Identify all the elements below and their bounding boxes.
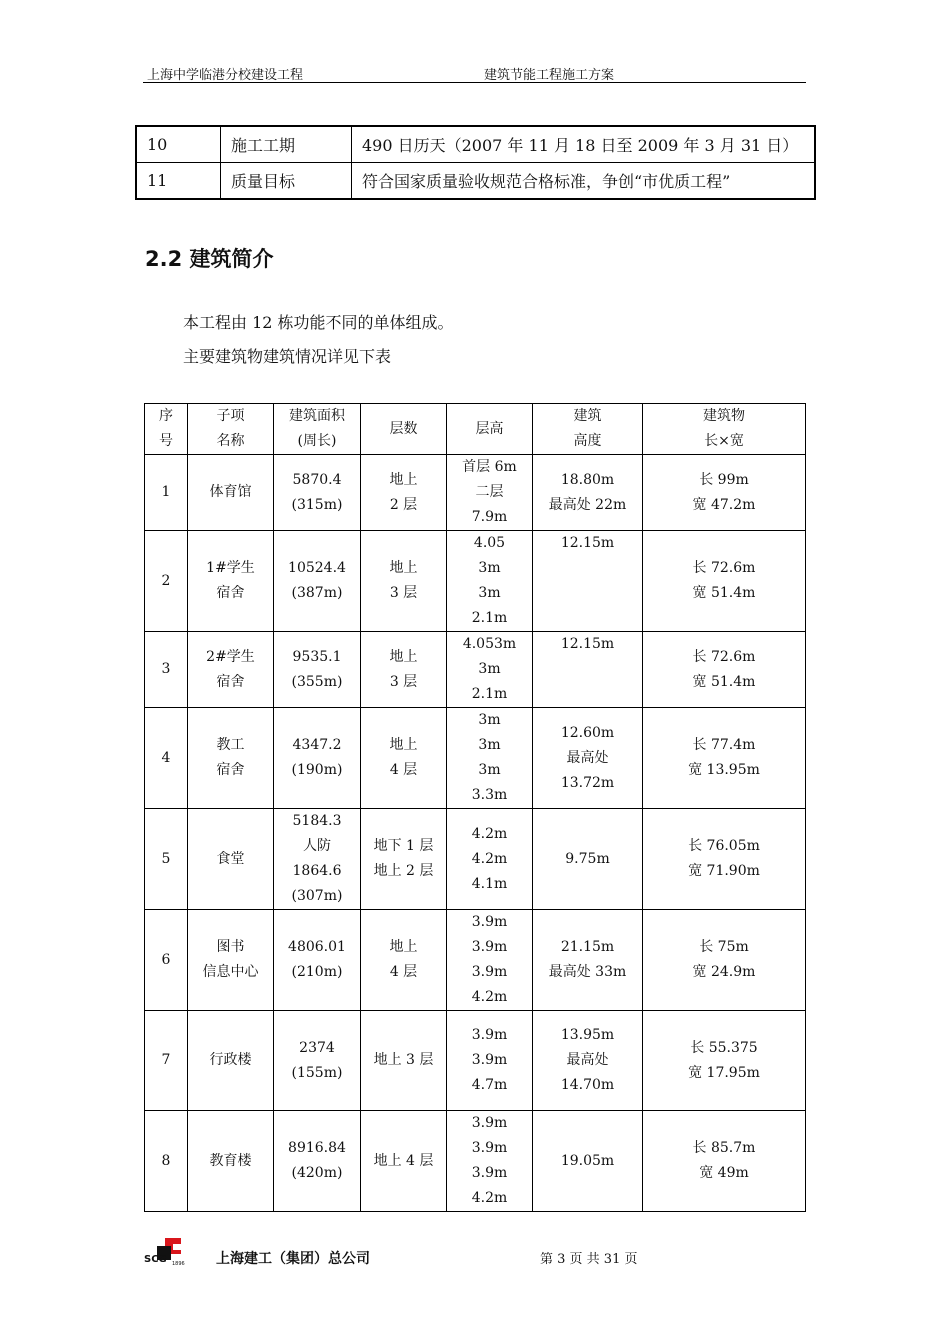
table-row (136, 126, 815, 163)
cell-floors (361, 1011, 447, 1111)
cell-dimensions (643, 1011, 806, 1111)
cell-line: 高度 (573, 433, 602, 449)
cell-line: 长×宽 (704, 433, 744, 449)
cell-line: 9535.1 (292, 648, 342, 665)
cell-name (188, 708, 274, 809)
cell-no (145, 455, 188, 531)
cell-line: 2 层 (389, 496, 418, 513)
cell-no (145, 809, 188, 910)
cell-line: 宽 51.4m (692, 585, 756, 601)
column-header (361, 404, 447, 455)
cell-floor-height (447, 1011, 533, 1111)
cell-name (188, 531, 274, 632)
cell-line: 首层 6m (462, 459, 517, 475)
cell-line: 教育楼 (209, 1152, 252, 1169)
cell-name (188, 1111, 274, 1212)
cell-dimensions (643, 632, 806, 708)
cell-dimensions (643, 910, 806, 1011)
table-intro-paragraph: 主要建筑物建筑情况详见下表 (183, 347, 392, 366)
cell-line: 名称 (216, 433, 245, 449)
cell-no (145, 1011, 188, 1111)
cell-building-height (533, 1111, 643, 1212)
cell-line: 3.9m (471, 914, 508, 930)
cell-building-height (533, 632, 643, 708)
cell-dimensions (643, 455, 806, 531)
cell-line: 13.72m (560, 774, 615, 791)
cell-line: 序 (159, 408, 173, 424)
cell-line: 3m (478, 762, 501, 778)
cell-name (188, 455, 274, 531)
cell-line: 3 层 (389, 673, 418, 690)
cell-line: 12.15m (560, 535, 615, 551)
cell-line: 6 (161, 951, 171, 968)
cell-line: 12.60m (560, 724, 615, 741)
info-no: 10 (136, 126, 221, 163)
cell-line: (210m) (291, 964, 343, 980)
column-header (533, 404, 643, 455)
cell-area (274, 531, 361, 632)
cell-dimensions (643, 1111, 806, 1212)
cell-line: 建筑 (573, 408, 602, 424)
cell-line: 层数 (389, 420, 418, 437)
cell-floors (361, 632, 447, 708)
cell-line: 长 72.6m (692, 560, 756, 576)
cell-line: 7.9m (471, 509, 508, 525)
cell-line: 长 72.6m (692, 648, 756, 665)
table-row (136, 163, 815, 200)
cell-floors (361, 708, 447, 809)
cell-line: 建筑面积 (289, 408, 345, 424)
cell-line: 3 层 (389, 585, 418, 601)
cell-floors (361, 1111, 447, 1212)
cell-line: 地上 (389, 471, 418, 488)
cell-line: 长 99m (699, 471, 749, 488)
footer-company: 上海建工（集团）总公司 (216, 1251, 370, 1267)
cell-line: 4.053m (462, 636, 517, 652)
cell-line: 长 77.4m (692, 737, 756, 753)
cell-line: 长 76.05m (688, 838, 760, 854)
table-row (145, 910, 806, 1011)
cell-building-height (533, 455, 643, 531)
cell-line: 3 (161, 661, 171, 677)
cell-building-height (533, 809, 643, 910)
header-rule (143, 82, 806, 83)
cell-line: 7 (161, 1052, 171, 1068)
column-header (447, 404, 533, 455)
table-row (145, 1011, 806, 1111)
cell-area (274, 1111, 361, 1212)
cell-line: 8916.84 (288, 1140, 346, 1156)
cell-line: 4 层 (389, 964, 418, 980)
cell-line: 3m (478, 661, 501, 677)
cell-line: 4.2m (471, 825, 508, 842)
cell-floors (361, 809, 447, 910)
cell-line: 13.95m (560, 1027, 615, 1043)
logo-year: 1896 (172, 1261, 185, 1267)
cell-line: 4.2m (471, 850, 508, 867)
column-header (145, 404, 188, 455)
cell-floor-height (447, 809, 533, 910)
cell-line: 子项 (216, 408, 245, 424)
company-logo (143, 1236, 183, 1266)
cell-line: 3m (478, 737, 501, 753)
table-row (145, 455, 806, 531)
cell-line: 3m (478, 560, 501, 576)
info-no: 11 (136, 163, 221, 200)
cell-no (145, 632, 188, 708)
cell-floor-height (447, 531, 533, 632)
cell-line: 3.9m (471, 1052, 508, 1068)
cell-line: 最高处 (566, 749, 609, 766)
building-table (144, 403, 806, 1212)
intro-paragraph: 本工程由 12 栋功能不同的单体组成。 (183, 313, 454, 332)
cell-line: 4.7m (471, 1077, 508, 1093)
cell-line: (307m) (291, 888, 343, 904)
cell-line: 2.1m (471, 610, 508, 626)
cell-line: 层高 (475, 420, 504, 437)
table-row (145, 531, 806, 632)
cell-line: 3m (478, 585, 501, 601)
cell-name (188, 809, 274, 910)
cell-line: 二层 (475, 484, 504, 500)
cell-line: 宽 47.2m (692, 496, 756, 513)
info-value: 符合国家质量验收规范合格标准，争创“市优质工程” (352, 163, 816, 200)
cell-line: (387m) (291, 585, 343, 601)
cell-line: 行政楼 (209, 1052, 252, 1068)
cell-floor-height (447, 632, 533, 708)
cell-building-height (533, 708, 643, 809)
cell-area (274, 809, 361, 910)
cell-line: 体育馆 (209, 484, 252, 500)
cell-line: 地下 1 层 (373, 838, 434, 854)
cell-line: 图书 (216, 939, 245, 955)
cell-area (274, 632, 361, 708)
cell-line: (355m) (291, 673, 343, 690)
info-item: 施工工期 (221, 126, 352, 163)
cell-line: 10524.4 (288, 560, 346, 576)
cell-line: 1#学生 (206, 560, 255, 576)
cell-line: 宽 13.95m (688, 762, 760, 778)
cell-line: 最高处 22m (548, 496, 627, 513)
cell-line: 1864.6 (292, 863, 342, 879)
info-table (135, 125, 816, 200)
cell-line: 3.9m (471, 1140, 508, 1156)
cell-floor-height (447, 1111, 533, 1212)
cell-line: 4 层 (389, 762, 418, 778)
page-number: 第 3 页 共 31 页 (540, 1252, 638, 1267)
cell-line: 最高处 (566, 1052, 609, 1068)
table-row (145, 809, 806, 910)
cell-line: 14.70m (560, 1077, 615, 1093)
cell-line: 最高处 33m (548, 964, 627, 980)
cell-area (274, 708, 361, 809)
cell-line: 5184.3 (292, 813, 342, 829)
cell-no (145, 531, 188, 632)
logo-notch (173, 1244, 181, 1250)
cell-line: 长 55.375 (690, 1039, 758, 1056)
cell-line: 12.15m (560, 636, 615, 652)
info-value: 490 日历天（2007 年 11 月 18 日至 2009 年 3 月 31 日） (352, 126, 816, 163)
cell-line: 教工 (216, 737, 245, 753)
section-title: 2.2 建筑简介 (145, 247, 274, 271)
cell-floor-height (447, 455, 533, 531)
cell-line: 食堂 (216, 850, 245, 867)
cell-line: 宽 24.9m (692, 964, 756, 980)
cell-floors (361, 531, 447, 632)
cell-line: 4347.2 (292, 737, 342, 753)
cell-line: 宿舍 (216, 762, 245, 778)
cell-building-height (533, 910, 643, 1011)
cell-floor-height (447, 910, 533, 1011)
cell-line: 4.05 (473, 535, 506, 551)
cell-floors (361, 455, 447, 531)
cell-line: 宽 51.4m (692, 673, 756, 690)
info-item: 质量目标 (221, 163, 352, 200)
cell-line: 宿舍 (216, 585, 245, 601)
cell-name (188, 632, 274, 708)
cell-line: 地上 3 层 (373, 1052, 434, 1068)
cell-line: 长 85.7m (692, 1140, 756, 1156)
cell-line: 号 (159, 433, 173, 449)
cell-line: 2 (161, 572, 171, 589)
table-row (145, 632, 806, 708)
cell-line: 地上 (389, 939, 418, 955)
cell-line: 宽 71.90m (688, 863, 760, 879)
cell-dimensions (643, 708, 806, 809)
cell-line: (420m) (291, 1165, 343, 1181)
cell-line: 4.2m (471, 1190, 508, 1206)
cell-line: 3.3m (471, 787, 508, 803)
cell-line: 地上 (389, 737, 418, 753)
cell-line: 4 (161, 749, 171, 766)
cell-line: 18.80m (560, 471, 615, 488)
cell-floor-height (447, 708, 533, 809)
cell-line: 4.2m (471, 989, 508, 1005)
cell-line: 19.05m (560, 1152, 615, 1169)
cell-line: 2.1m (471, 686, 508, 702)
cell-line: 3.9m (471, 1115, 508, 1131)
cell-line: 4806.01 (288, 939, 346, 955)
cell-line: 信息中心 (202, 964, 259, 980)
cell-line: 人防 (303, 838, 331, 854)
cell-line: 宽 49m (699, 1165, 749, 1181)
logo-text: SCG (144, 1254, 167, 1265)
cell-line: (190m) (291, 762, 343, 778)
cell-line: (315m) (291, 496, 343, 513)
cell-dimensions (643, 531, 806, 632)
cell-area (274, 1011, 361, 1111)
cell-area (274, 455, 361, 531)
cell-line: 长 75m (699, 939, 749, 955)
column-header (643, 404, 806, 455)
cell-dimensions (643, 809, 806, 910)
cell-area (274, 910, 361, 1011)
cell-line: 2#学生 (206, 648, 255, 665)
cell-name (188, 1011, 274, 1111)
cell-line: 3m (478, 712, 501, 728)
cell-line: 地上 2 层 (373, 863, 434, 879)
table-row (145, 708, 806, 809)
cell-no (145, 708, 188, 809)
cell-building-height (533, 531, 643, 632)
cell-line: 5870.4 (292, 471, 342, 488)
cell-line: 2374 (299, 1039, 335, 1056)
cell-line: 地上 4 层 (373, 1152, 434, 1169)
cell-no (145, 1111, 188, 1212)
cell-line: (155m) (291, 1064, 343, 1081)
cell-line: 3.9m (471, 1165, 508, 1181)
table-row (145, 1111, 806, 1212)
header-project-title: 上海中学临港分校建设工程 (147, 68, 304, 83)
cell-line: 3.9m (471, 939, 508, 955)
cell-line: 8 (161, 1152, 171, 1169)
header-document-title: 建筑节能工程施工方案 (484, 68, 615, 83)
cell-line: 建筑物 (703, 408, 745, 424)
cell-line: 9.75m (565, 850, 610, 867)
column-header (274, 404, 361, 455)
cell-line: 3.9m (471, 964, 508, 980)
cell-line: (周长) (297, 433, 337, 449)
cell-no (145, 910, 188, 1011)
cell-line: 宿舍 (216, 673, 245, 690)
cell-line: 4.1m (471, 875, 508, 892)
cell-line: 地上 (389, 648, 418, 665)
table-header-row (145, 404, 806, 455)
cell-line: 21.15m (560, 939, 615, 955)
column-header (188, 404, 274, 455)
cell-line: 1 (161, 484, 171, 500)
cell-line: 宽 17.95m (688, 1064, 760, 1081)
cell-name (188, 910, 274, 1011)
cell-line: 3.9m (471, 1027, 508, 1043)
cell-building-height (533, 1011, 643, 1111)
cell-line: 5 (161, 850, 171, 867)
cell-line: 地上 (389, 560, 418, 576)
cell-floors (361, 910, 447, 1011)
